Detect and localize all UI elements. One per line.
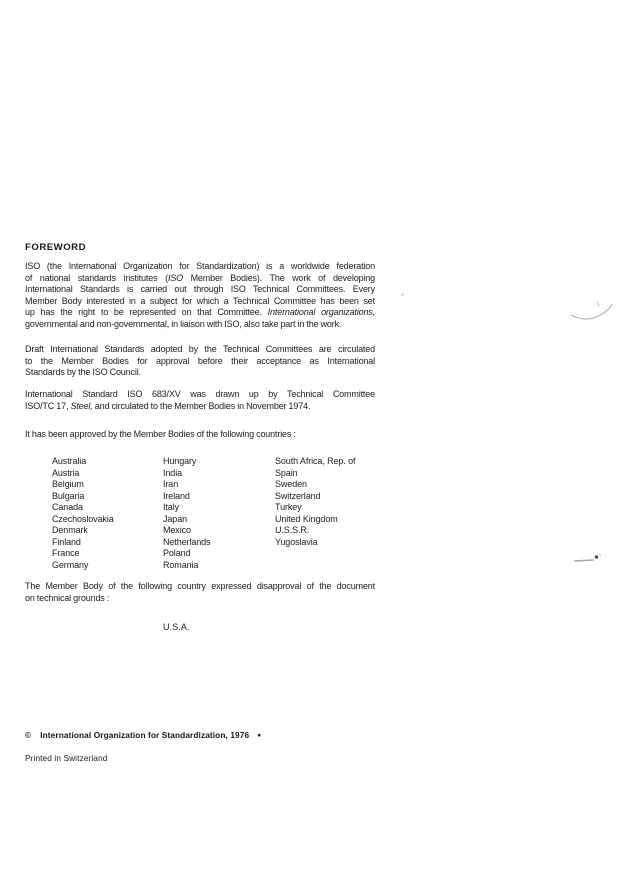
country-name: Finland <box>52 536 81 547</box>
scan-artifact-dash <box>573 551 605 567</box>
disapproving-country: U.S.A. <box>163 622 190 632</box>
country-name: Belgium <box>52 479 84 489</box>
country-list <box>25 456 425 576</box>
country-name: Iran <box>163 479 179 489</box>
country-name: Turkey <box>275 502 302 512</box>
text-line: International Standard ISO 683/XV was drawn up by Technical Committee <box>25 389 375 399</box>
foreword-heading: FOREWORD <box>25 242 87 253</box>
paragraph-disapproval <box>25 581 375 604</box>
text-line: of national standards institutes (ISO Member Bodies). The work of developing <box>25 272 375 283</box>
text-line: Standards by the ISO Council. <box>25 367 141 378</box>
text-line: on technical grounds : <box>25 592 110 603</box>
copyright-text: International Organization for Standardization, 1976 <box>40 730 250 740</box>
country-name: South Africa, Rep. of <box>275 456 356 466</box>
country-name: Denmark <box>52 525 88 535</box>
country-column-2 <box>163 456 283 571</box>
approved-countries-intro: It has been approved by the Member Bodies of the following countries : <box>25 429 296 439</box>
country-name: Czechoslovakia <box>52 513 114 524</box>
country-name: Spain <box>275 467 298 478</box>
country-name: U.S.S.R. <box>275 525 310 535</box>
scan-artifact-curve <box>568 295 616 327</box>
country-name: United Kingdom <box>275 513 338 524</box>
text-line: up has the right to be represented on that Committee. International organizations, <box>25 307 376 318</box>
country-name: France <box>52 548 80 558</box>
country-name: Australia <box>52 456 87 466</box>
text-line: governmental and non-governmental, in liaison with ISO, also take part in the work. <box>25 318 342 329</box>
country-name: Netherlands <box>163 536 211 547</box>
country-name: Switzerland <box>275 490 321 501</box>
printed-in-line: Printed in Switzerland <box>25 753 108 763</box>
text-line: The Member Body of the following country expressed disapproval of the document <box>25 581 375 591</box>
bullet-icon: ● <box>257 732 262 739</box>
country-name: Poland <box>163 548 191 558</box>
copyright-line <box>25 730 261 740</box>
country-name: Ireland <box>163 490 190 501</box>
country-name: India <box>163 467 183 478</box>
country-name: Bulgaria <box>52 490 85 501</box>
country-name: Germany <box>52 559 89 570</box>
scan-artifact-speck <box>401 293 404 296</box>
country-name: Japan <box>163 513 188 524</box>
country-name: Austria <box>52 467 80 478</box>
country-name: Yugoslavia <box>275 536 318 547</box>
text-line: Draft International Standards adopted by the Technical Committees are circulated <box>25 344 375 354</box>
text-line: International Standards is carried out through ISO Technical Committees. Every <box>25 284 375 295</box>
country-name: Canada <box>52 502 83 512</box>
country-column-1 <box>52 456 172 571</box>
text-line: ISO (the International Organization for Standardization) is a worldwide federation <box>25 261 375 271</box>
paragraph-draft-standards <box>25 344 375 379</box>
country-name: Romania <box>163 559 199 570</box>
country-name: Sweden <box>275 479 307 489</box>
paragraph-iso-intro <box>25 261 375 331</box>
country-name: Hungary <box>163 456 197 466</box>
country-column-3 <box>275 456 395 548</box>
country-name: Italy <box>163 502 180 512</box>
text-line: to the Member Bodies for approval before their acceptance as International <box>25 355 375 366</box>
paragraph-standard-683 <box>25 389 375 412</box>
country-name: Mexico <box>163 525 191 535</box>
text-line: ISO/TC 17, Steel, and circulated to the Member Bodies in November 1974. <box>25 400 311 411</box>
copyright-icon: © <box>25 730 32 740</box>
text-line: Member Body interested in a subject for which a Technical Committee has been set <box>25 295 375 306</box>
